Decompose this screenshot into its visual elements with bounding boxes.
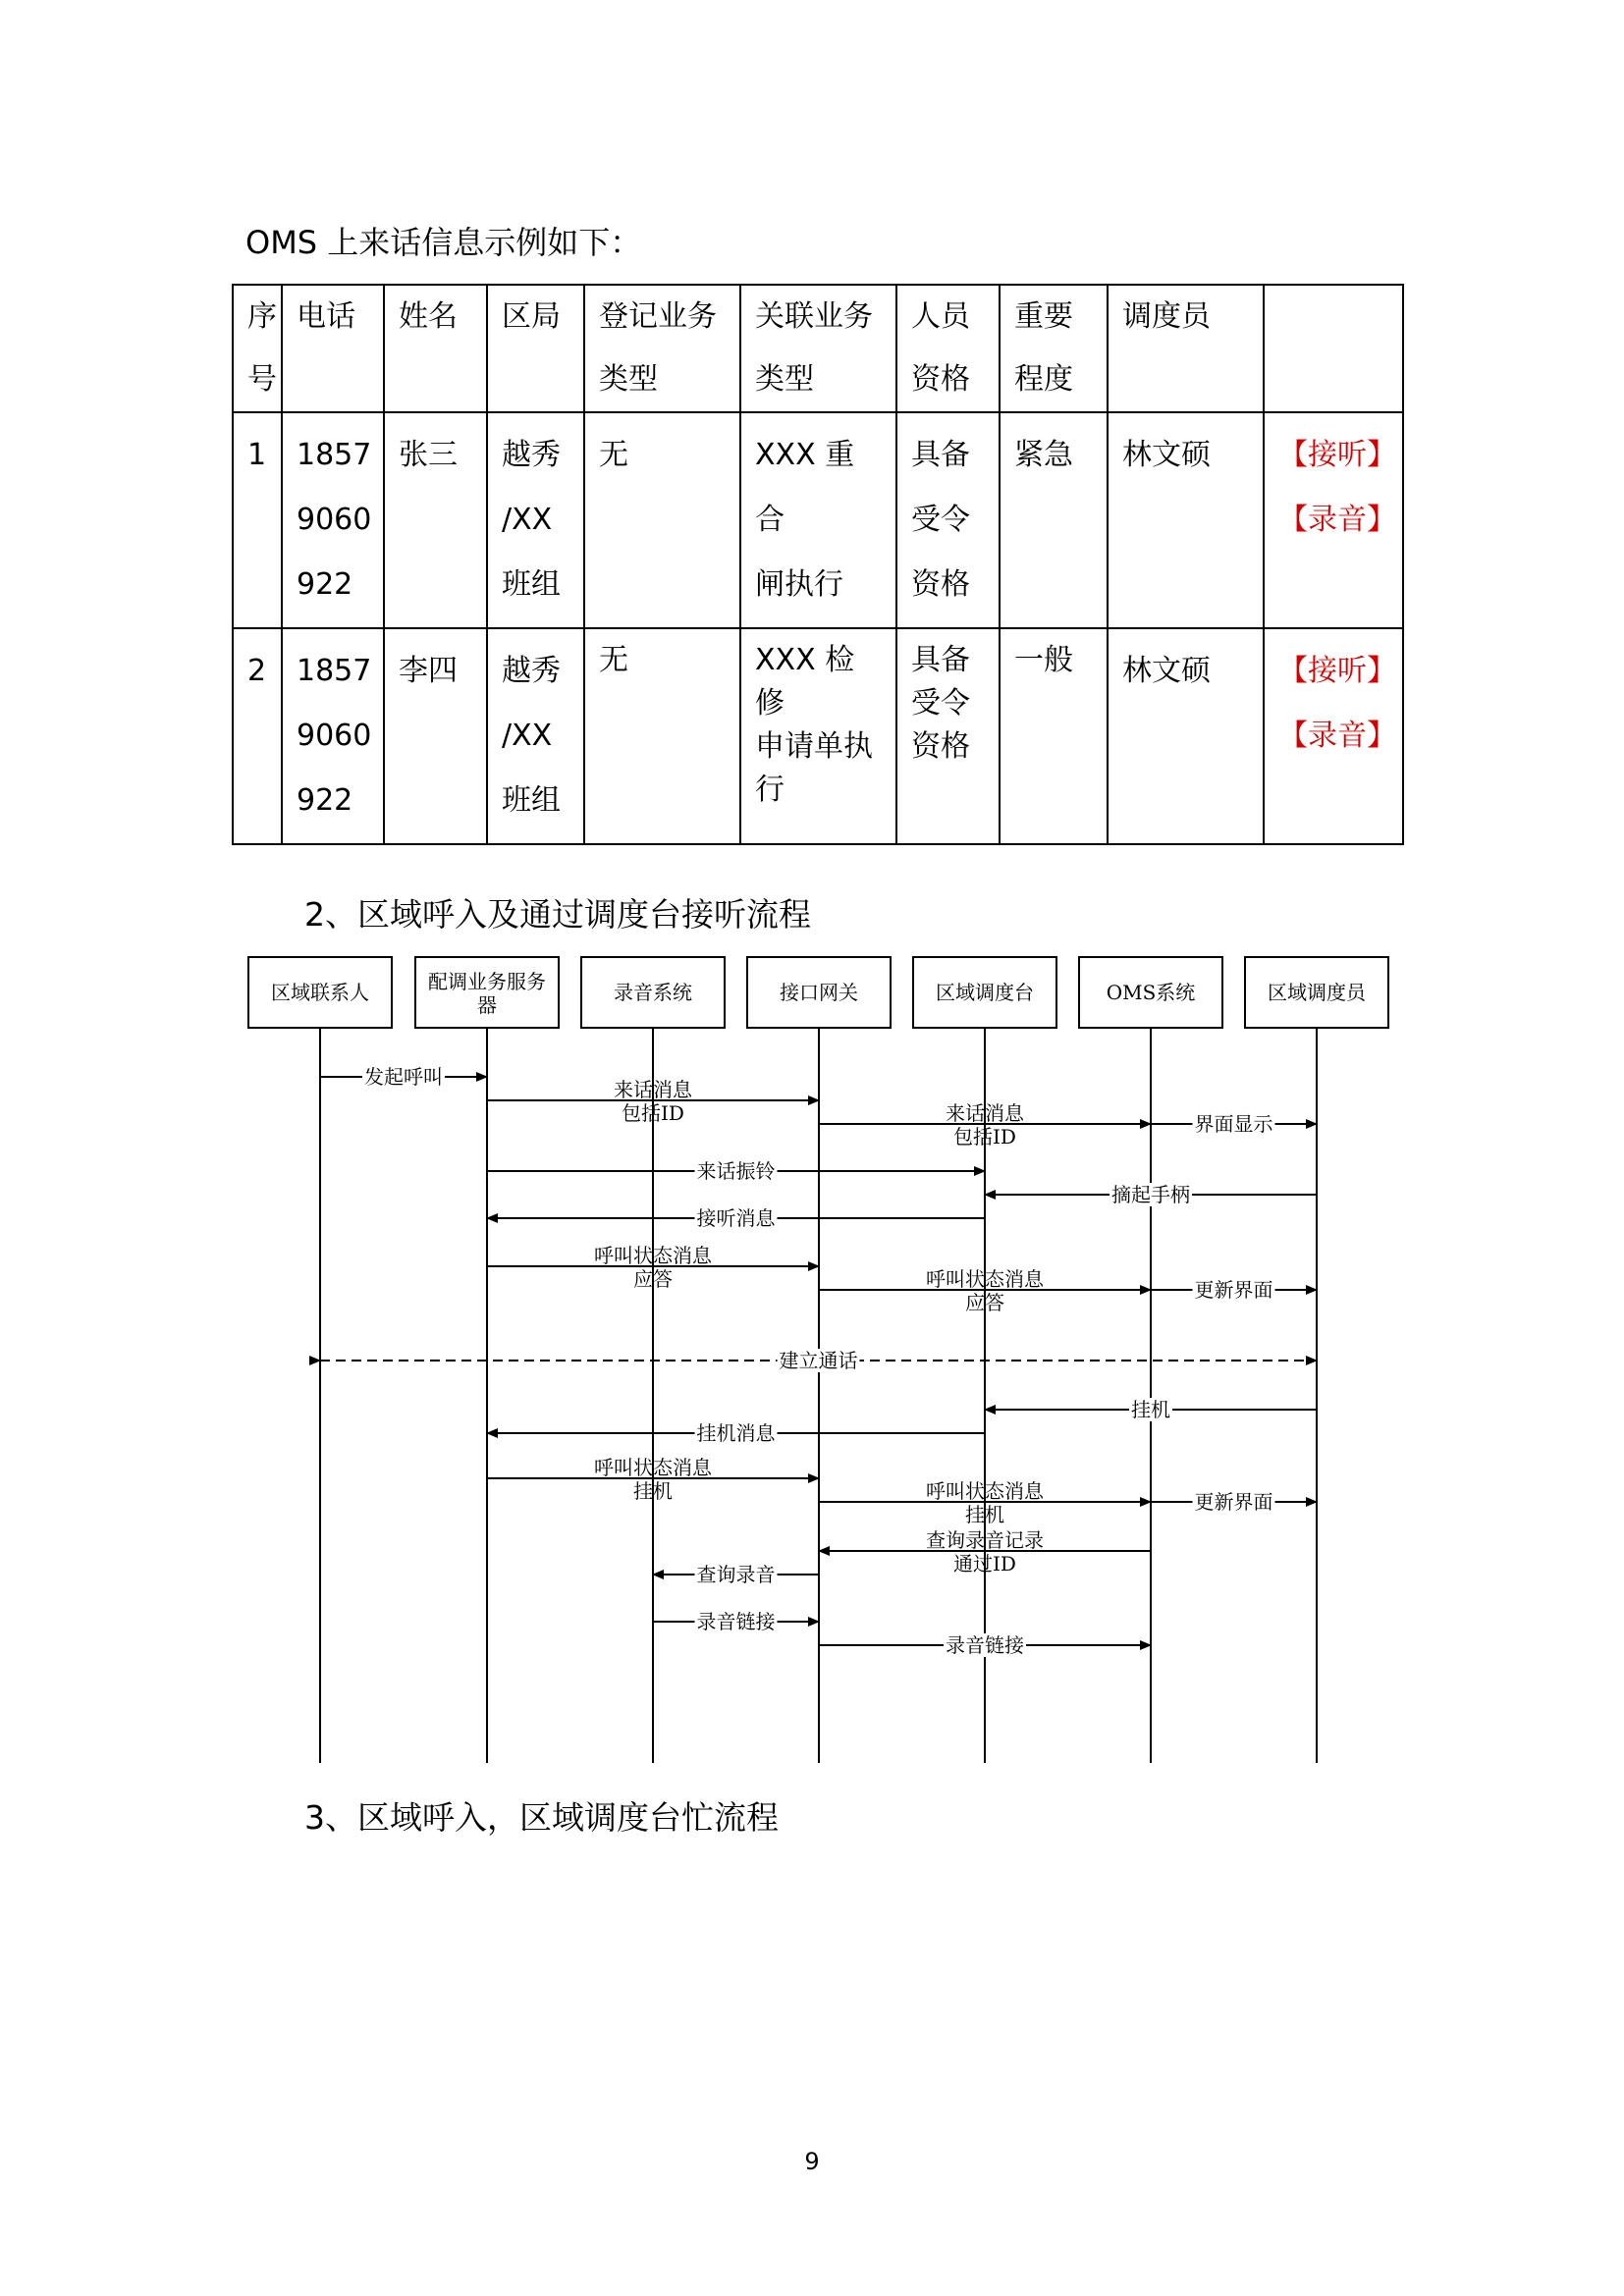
row-number: 1 — [233, 412, 282, 628]
message-label: 来话消息 — [614, 1078, 692, 1101]
registered-type-cell: 无 — [584, 628, 740, 844]
intro-text: OMS 上来话信息示例如下： — [245, 224, 642, 261]
participant-label: OMS系统 — [1106, 981, 1196, 1004]
importance-cell: 一般 — [1000, 628, 1108, 844]
phone-cell: 1857 9060 922 — [282, 412, 384, 628]
name-cell: 李四 — [384, 628, 487, 844]
record-button[interactable]: 【录音】 — [1278, 719, 1396, 753]
participant-label: 录音系统 — [614, 981, 692, 1004]
message-label: 挂机 — [1131, 1398, 1170, 1421]
qualification-cell: 具备 受令 资格 — [896, 412, 1000, 628]
section-heading-2: 2、区域呼入及通过调度台接听流程 — [304, 895, 811, 934]
answer-button[interactable]: 【接听】 — [1278, 654, 1396, 688]
message-label: 来话振铃 — [696, 1159, 776, 1183]
message-label: 挂机 — [633, 1479, 673, 1503]
related-type-cell: XXX 重合 闸执行 — [740, 412, 896, 628]
message-label: 录音链接 — [696, 1610, 776, 1633]
message-label: 查询录音 — [696, 1563, 776, 1586]
header-cell: 姓名 — [384, 285, 487, 412]
participant-label: 器 — [477, 993, 497, 1017]
header-cell: 电话 — [282, 285, 384, 412]
registered-type-cell: 无 — [584, 412, 740, 628]
section-heading-3: 3、区域呼入，区域调度台忙流程 — [304, 1798, 779, 1837]
header-cell: 区局 — [487, 285, 584, 412]
message-label: 发起呼叫 — [364, 1065, 443, 1089]
answer-button[interactable]: 【接听】 — [1278, 438, 1396, 472]
dispatcher-cell: 林文硕 — [1108, 628, 1264, 844]
message-label: 摘起手柄 — [1111, 1183, 1190, 1206]
related-type-cell: XXX 检修 申请单执 行 — [740, 628, 896, 844]
message-label: 呼叫状态消息 — [594, 1456, 712, 1479]
message-label: 更新界面 — [1194, 1278, 1273, 1302]
message-label: 呼叫状态消息 — [594, 1244, 712, 1267]
phone-cell: 1857 9060 922 — [282, 628, 384, 844]
header-cell: 关联业务 类型 — [740, 285, 896, 412]
participant-label: 接口网关 — [780, 981, 858, 1004]
message-label: 更新界面 — [1194, 1490, 1273, 1514]
message-label: 录音链接 — [946, 1633, 1024, 1657]
message-label: 应答 — [633, 1267, 673, 1291]
row-number: 2 — [233, 628, 282, 844]
header-cell: 人员 资格 — [896, 285, 1000, 412]
district-cell: 越秀 /XX 班组 — [487, 628, 584, 844]
message-label: 应答 — [965, 1291, 1004, 1314]
message-label: 呼叫状态消息 — [926, 1479, 1044, 1503]
message-label: 通过ID — [953, 1552, 1016, 1575]
message-label: 来话消息 — [946, 1101, 1024, 1125]
participant-label: 配调业务服务 — [428, 970, 546, 993]
participant-label: 区域调度台 — [936, 981, 1034, 1004]
message-label: 包括ID — [622, 1101, 684, 1125]
dispatcher-cell: 林文硕 — [1108, 412, 1264, 628]
message-label: 接听消息 — [696, 1206, 776, 1230]
record-button[interactable]: 【录音】 — [1278, 503, 1396, 537]
message-label: 建立通话 — [779, 1349, 858, 1372]
message-label: 挂机消息 — [696, 1421, 776, 1445]
district-cell: 越秀 /XX 班组 — [487, 412, 584, 628]
header-cell: 序 号 — [233, 285, 282, 412]
name-cell: 张三 — [384, 412, 487, 628]
header-cell: 重要 程度 — [1000, 285, 1108, 412]
page-number: 9 — [804, 2148, 820, 2175]
participant-label: 区域联系人 — [271, 981, 369, 1004]
message-label: 呼叫状态消息 — [926, 1267, 1044, 1291]
participant-label: 区域调度员 — [1268, 981, 1366, 1004]
importance-cell: 紧急 — [1000, 412, 1108, 628]
message-label: 查询录音记录 — [926, 1528, 1044, 1552]
header-cell: 登记业务 类型 — [584, 285, 740, 412]
header-cell: 调度员 — [1108, 285, 1264, 412]
message-label: 界面显示 — [1194, 1112, 1273, 1136]
qualification-cell: 具备 受令 资格 — [896, 628, 1000, 844]
message-label: 包括ID — [953, 1125, 1016, 1148]
message-label: 挂机 — [965, 1503, 1004, 1526]
